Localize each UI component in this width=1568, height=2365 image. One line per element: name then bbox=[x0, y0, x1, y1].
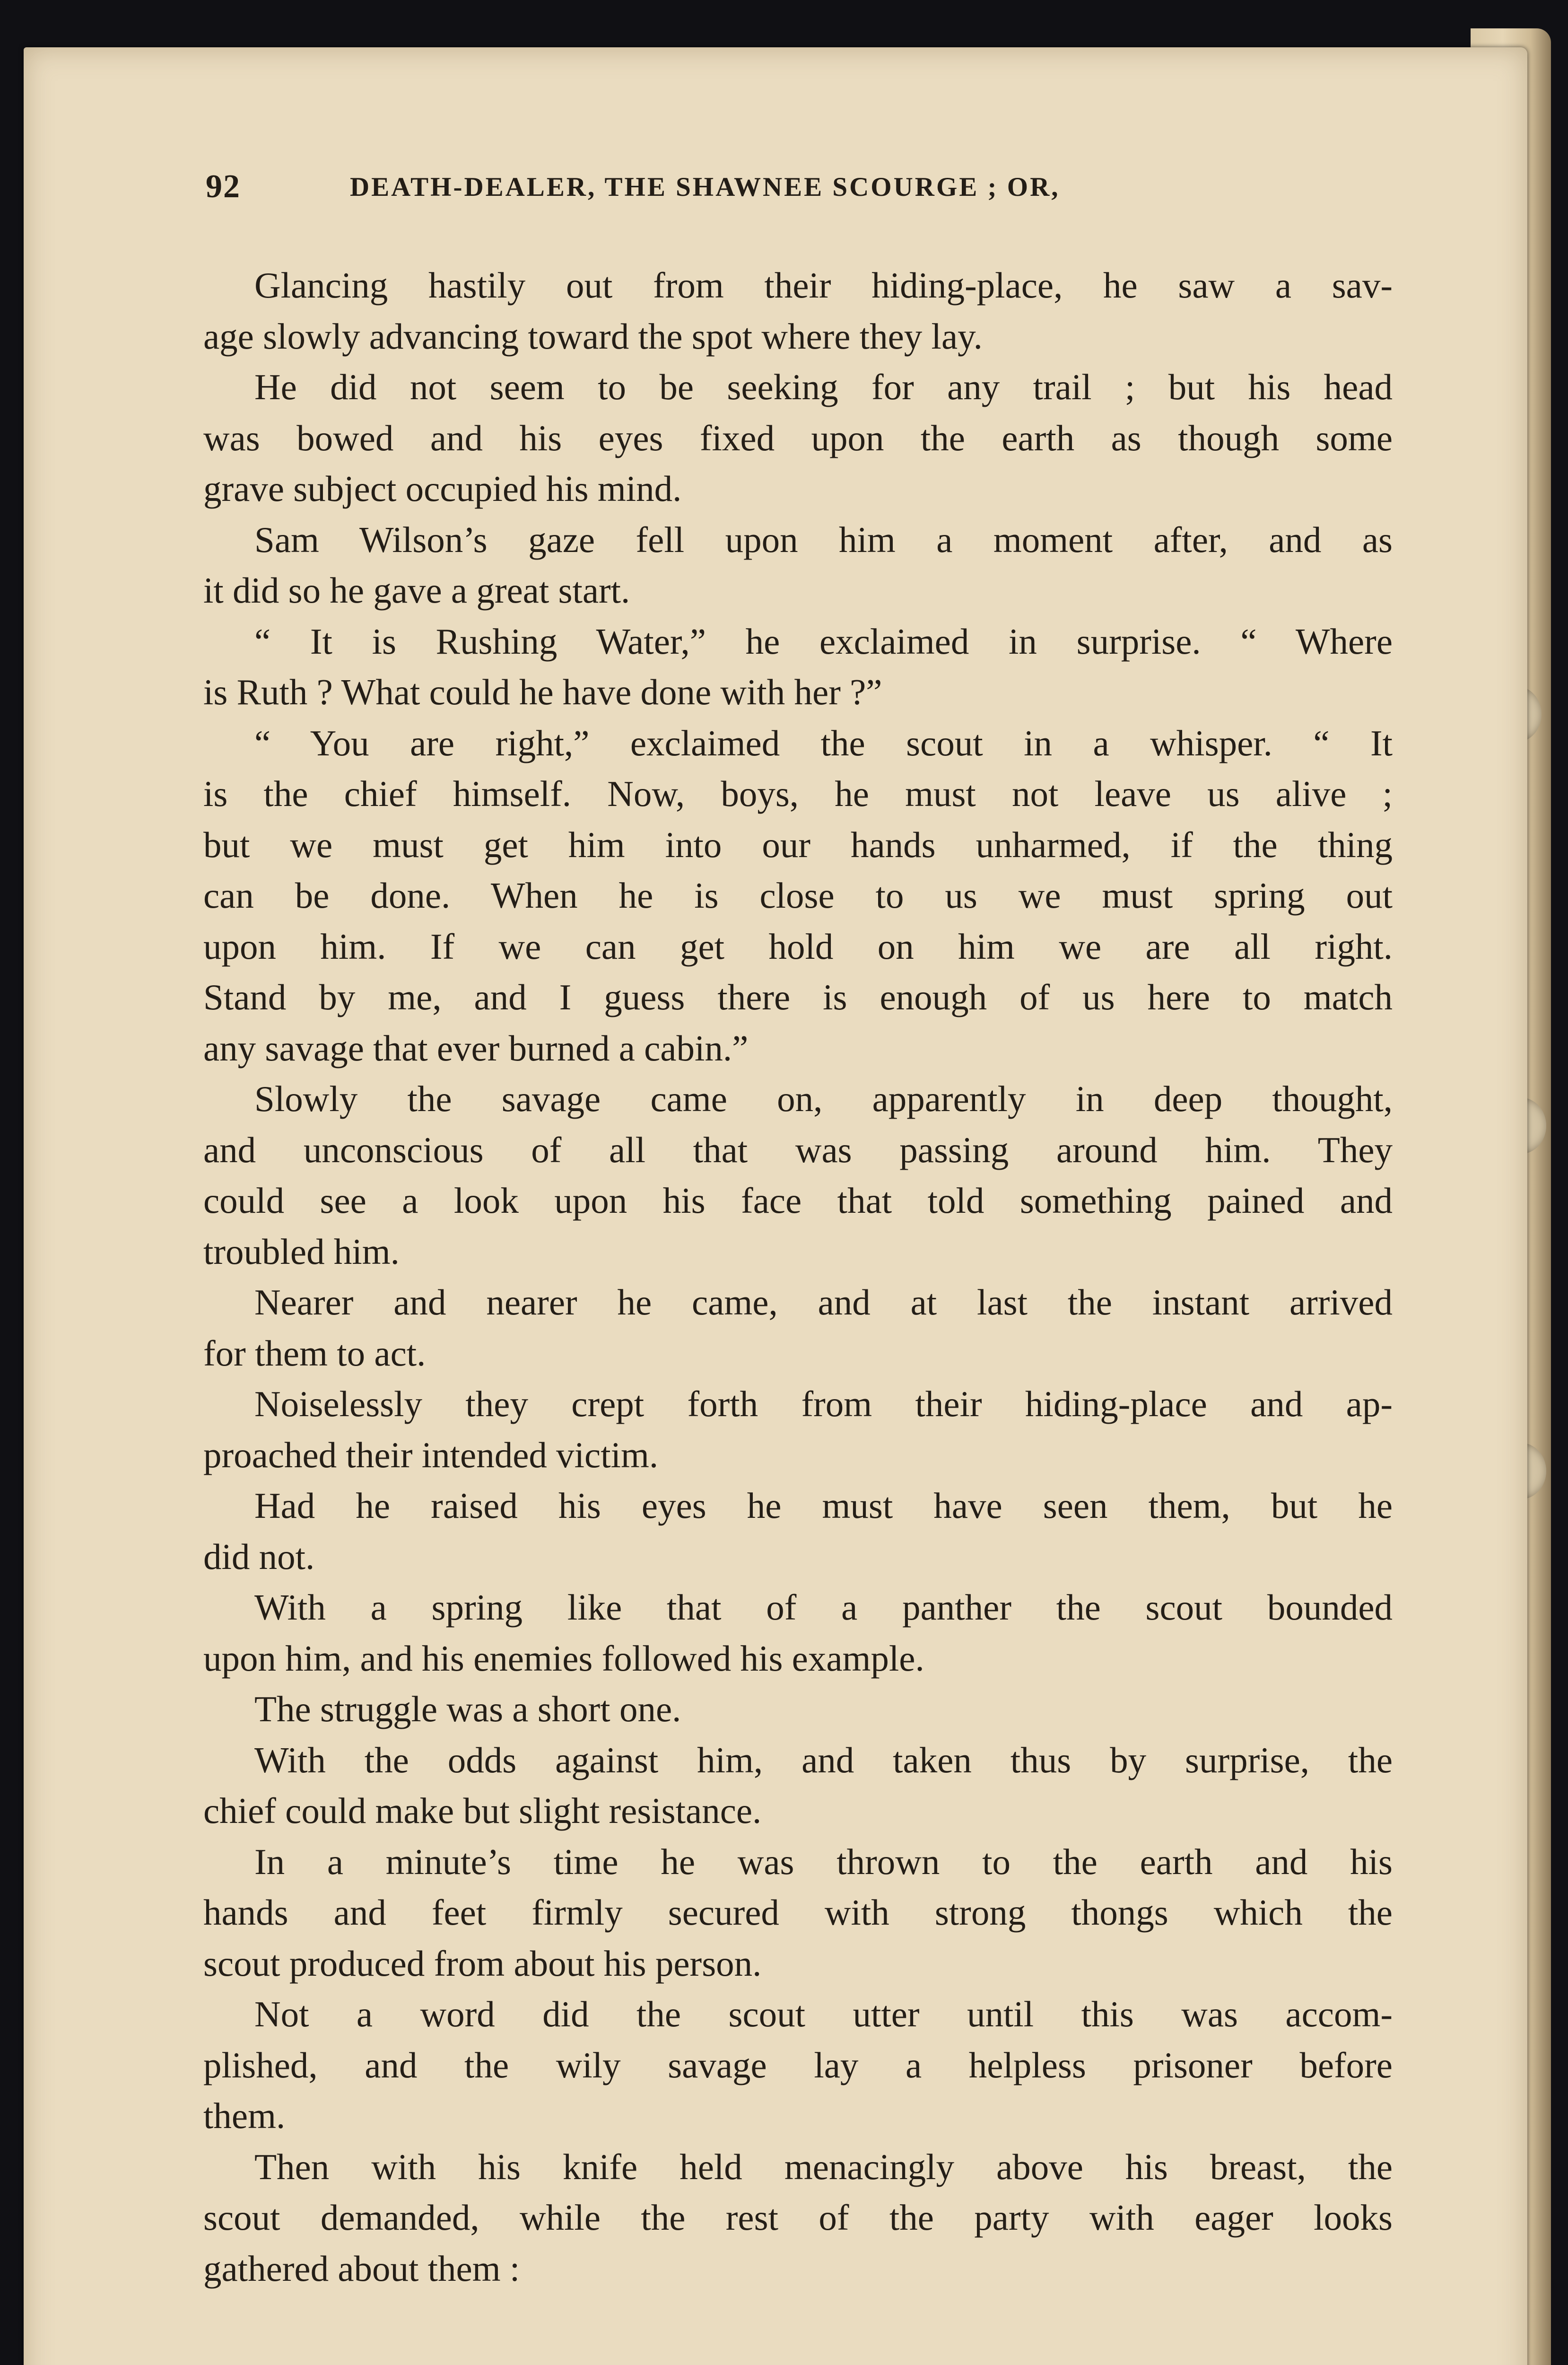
text-line: could see a look upon his face that told something pained and bbox=[203, 1180, 1393, 1221]
text-line: The struggle was a short one. bbox=[254, 1689, 681, 1729]
text-line: Glancing hastily out from their hiding-place, he saw a sav- bbox=[254, 265, 1393, 306]
text-line: With a spring like that of a panther the scout bounded bbox=[254, 1587, 1393, 1628]
paragraph bbox=[203, 1684, 1393, 1735]
paragraph bbox=[203, 260, 1393, 362]
paragraph bbox=[203, 1837, 1393, 1989]
paragraph bbox=[203, 1074, 1393, 1277]
text-line: plished, and the wily savage lay a helpless prisoner before bbox=[203, 2044, 1393, 2085]
page-number: 92 bbox=[206, 168, 241, 205]
paragraph bbox=[203, 718, 1393, 1074]
page-body-text bbox=[203, 260, 1393, 2294]
paragraph bbox=[203, 1735, 1393, 1837]
text-line: is Ruth ? What could he have done with her ?” bbox=[203, 672, 882, 712]
text-line: gathered about them : bbox=[203, 2248, 520, 2289]
text-line: and unconscious of all that was passing around him. They bbox=[203, 1129, 1393, 1170]
text-line: can be done. When he is close to us we must spring out bbox=[203, 875, 1393, 916]
text-line: Not a word did the scout utter until this was accom- bbox=[254, 1994, 1393, 2034]
text-line: it did so he gave a great start. bbox=[203, 570, 630, 611]
text-line: Then with his knife held menacingly above his breast, the bbox=[254, 2146, 1393, 2187]
paragraph bbox=[203, 515, 1393, 616]
text-line: age slowly advancing toward the spot where they lay. bbox=[203, 315, 983, 357]
running-title: DEATH-DEALER, THE SHAWNEE SCOURGE ; OR, bbox=[350, 172, 1060, 202]
text-line: In a minute’s time he was thrown to the earth and his bbox=[254, 1841, 1393, 1882]
text-line: Had he raised his eyes he must have seen them, but he bbox=[254, 1485, 1393, 1526]
text-line: scout produced from about his person. bbox=[203, 1943, 762, 1984]
text-line: “ It is Rushing Water,” he exclaimed in surprise. “ Where bbox=[254, 621, 1393, 662]
text-line: was bowed and his eyes fixed upon the earth as though some bbox=[203, 417, 1393, 458]
paragraph bbox=[203, 1277, 1393, 1379]
text-line: upon him. If we can get hold on him we are all right. bbox=[203, 926, 1393, 967]
text-line: any savage that ever burned a cabin.” bbox=[203, 1027, 749, 1069]
text-line: proached their intended victim. bbox=[203, 1434, 659, 1475]
paragraph bbox=[203, 2142, 1393, 2295]
text-line: did not. bbox=[203, 1536, 315, 1577]
text-line: Stand by me, and I guess there is enough of us here to match bbox=[203, 977, 1393, 1017]
text-line: hands and feet firmly secured with strong thongs which the bbox=[203, 1892, 1393, 1933]
text-line: scout demanded, while the rest of the party with eager looks bbox=[203, 2197, 1393, 2238]
paragraph bbox=[203, 616, 1393, 718]
text-line: Noiselessly they crept forth from their hiding-place and ap- bbox=[254, 1384, 1393, 1424]
text-line: troubled him. bbox=[203, 1231, 400, 1272]
text-line: Slowly the savage came on, apparently in deep thought, bbox=[254, 1078, 1393, 1119]
text-line: Nearer and nearer he came, and at last the instant arrived bbox=[254, 1282, 1393, 1323]
paragraph bbox=[203, 1480, 1393, 1582]
text-line: is the chief himself. Now, boys, he must not leave us alive ; bbox=[203, 773, 1393, 814]
paragraph bbox=[203, 1582, 1393, 1684]
text-line: for them to act. bbox=[203, 1332, 426, 1374]
text-line: With the odds against him, and taken thus by surprise, the bbox=[254, 1739, 1393, 1780]
text-line: but we must get him into our hands unharmed, if the thing bbox=[203, 824, 1393, 865]
text-line: Sam Wilson’s gaze fell upon him a moment after, and as bbox=[254, 519, 1393, 560]
paragraph bbox=[203, 1989, 1393, 2142]
page-header bbox=[206, 168, 1426, 210]
paragraph bbox=[203, 1379, 1393, 1480]
text-line: grave subject occupied his mind. bbox=[203, 468, 682, 509]
text-line: chief could make but slight resistance. bbox=[203, 1790, 762, 1831]
text-line: He did not seem to be seeking for any trail ; but his head bbox=[254, 367, 1393, 407]
text-line: them. bbox=[203, 2095, 286, 2136]
text-line: “ You are right,” exclaimed the scout in a whisper. “ It bbox=[254, 722, 1393, 763]
paragraph bbox=[203, 362, 1393, 515]
text-line: upon him, and his enemies followed his example. bbox=[203, 1638, 924, 1679]
